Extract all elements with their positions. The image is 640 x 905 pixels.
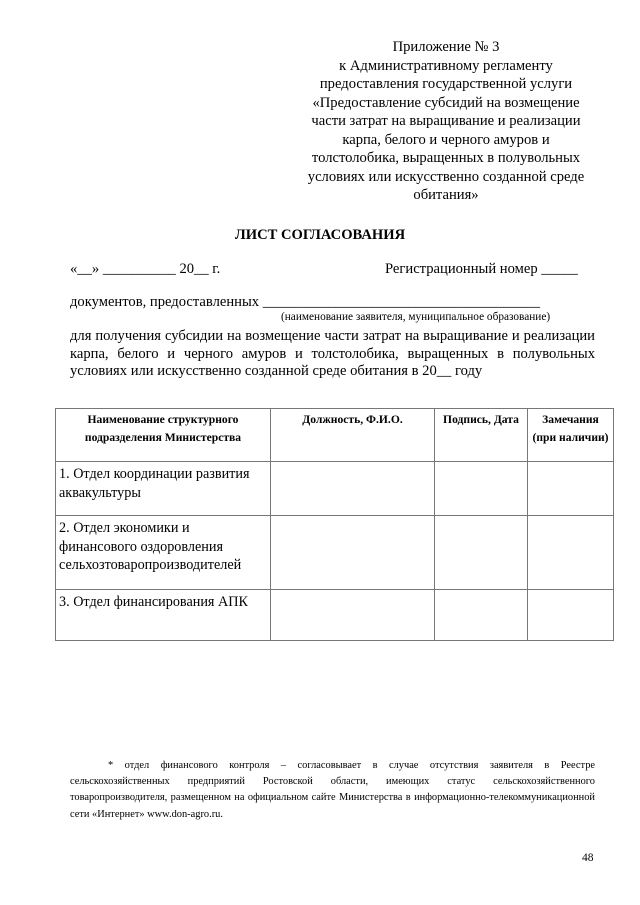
header-signature-date: Подпись, Дата — [435, 409, 528, 462]
approval-table — [55, 408, 614, 641]
signature-date-cell — [435, 590, 528, 641]
footnote — [70, 758, 595, 823]
department-cell: 1. Отдел координации развития аквакультуры — [56, 462, 271, 516]
footnote-text: * отдел финансового контроля – согласовывает в случае отсутствия заявителя в Реестре сельскохозяйственных предприятий Ростовской области, имеющих статус сельскохозяйственного товаропроизводителя, размещенном на официальном сайте Министерства в информационно-телекоммуникационной сети «Интернет» www.don-agro.ru. — [70, 760, 595, 820]
position-name-cell — [271, 462, 435, 516]
appendix-line: части затрат на выращивание и реализации — [311, 113, 581, 129]
appendix-line: Приложение № 3 — [392, 39, 500, 55]
header-remarks: Замечания (при наличии) — [528, 409, 614, 462]
table-row — [56, 590, 614, 641]
remarks-cell — [528, 462, 614, 516]
appendix-line: предоставления государственной услуги — [319, 76, 573, 92]
signature-date-cell — [435, 462, 528, 516]
applicant-caption: (наименование заявителя, муниципальное образование) — [281, 311, 551, 323]
department-cell: 2. Отдел экономики и финансового оздоровления сельхозтоваропроизводителей — [56, 516, 271, 590]
table-row — [56, 516, 614, 590]
remarks-cell — [528, 590, 614, 641]
appendix-header — [295, 38, 597, 205]
table-header-row — [56, 409, 614, 462]
appendix-line: карпа, белого и черного амуров и — [342, 131, 550, 148]
appendix-line: толстолобика, выращенных в полувольных — [311, 150, 581, 166]
purpose-paragraph: для получения субсидии на возмещение части затрат на выращивание и реализации карпа, белого и черного амуров и толстолобика, выращенных в полувольных условиях или искусственно созданной среде обитания в 20__ году — [70, 328, 595, 379]
registration-number-field: Регистрационный номер _____ — [385, 261, 578, 277]
header-position-name: Должность, Ф.И.О. — [271, 409, 435, 462]
page-number: 48 — [582, 852, 594, 864]
appendix-line: к Административному регламенту — [339, 57, 553, 74]
position-name-cell — [271, 590, 435, 641]
documents-provided-line: документов, предоставленных ______________________________________ — [70, 294, 540, 310]
department-cell: 3. Отдел финансирования АПК — [56, 590, 271, 641]
page-title: ЛИСТ СОГЛАСОВАНИЯ — [234, 227, 406, 243]
table-row — [56, 462, 614, 516]
signature-date-cell — [435, 516, 528, 590]
appendix-line: обитания» — [413, 187, 479, 203]
remarks-cell — [528, 516, 614, 590]
appendix-line: «Предоставление субсидий на возмещение — [312, 94, 580, 111]
header-department: Наименование структурного подразделения Министерства — [56, 409, 271, 462]
appendix-line: условиях или искусственно созданной среде — [307, 168, 585, 185]
position-name-cell — [271, 516, 435, 590]
date-field: «__» __________ 20__ г. — [70, 261, 221, 277]
